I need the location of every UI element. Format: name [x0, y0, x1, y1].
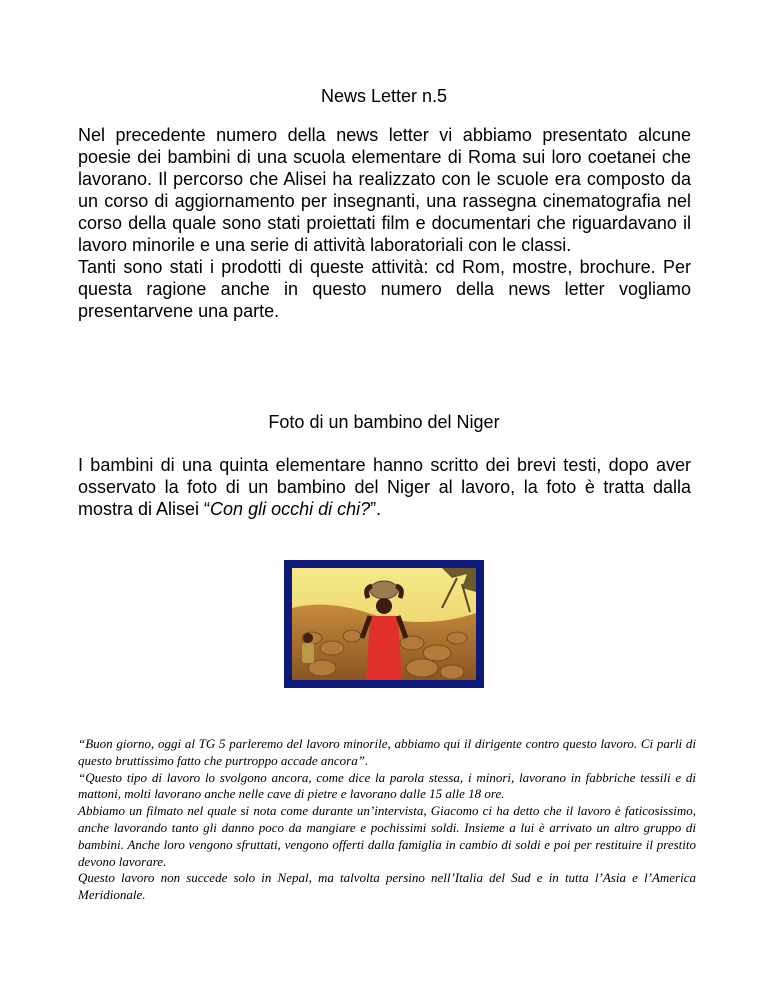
- quote-3: Abbiamo un filmato nel quale si nota come durante un’intervista, Giacomo ci ha detto che il lavoro è faticosissimo, anche lavorando tanto gli danno poco da mangiare e pochissimi soldi. Insieme a lui è arrivato un altro gruppo di bambini. Anche loro vengono sfruttati, vengono offerti dalla famiglia in cambio di soldi e poi per restituire il prestito devono lavorare.: [78, 803, 696, 869]
- intro-paragraph: [78, 124, 691, 322]
- niger-child-photo: [292, 568, 476, 680]
- section-text-after: ”.: [370, 499, 382, 519]
- section-title: Foto di un bambino del Niger: [268, 412, 500, 432]
- quote-1: “Buon giorno, oggi al TG 5 parleremo del lavoro minorile, abbiamo qui il dirigente contro questo lavoro. Ci parli di questo bruttissimo fatto che purtroppo accade ancora”.: [78, 736, 696, 768]
- exhibition-title: Con gli occhi di chi?: [210, 499, 371, 519]
- section-paragraph: [78, 454, 691, 520]
- quote-4: Questo lavoro non succede solo in Nepal, ma talvolta persino nell’Italia del Sud e in tutta l’Asia e l’America Meridionale.: [78, 870, 696, 903]
- section-text-before: I bambini di una quinta elementare hanno scritto dei brevi testi, dopo aver osservato la foto di un bambino del Niger al lavoro, la foto è tratta dalla mostra di Alisei “: [78, 455, 691, 519]
- photo-illustration: [292, 568, 476, 680]
- photo-frame: [284, 560, 484, 688]
- intro-text-1: Nel precedente numero della news letter vi abbiamo presentato alcune poesie dei bambini di una scuola elementare di Roma sui loro coetanei che lavorano. Il percorso che Alisei ha realizzato con le scuole era composto da un corso di aggiornamento per insegnanti, una rassegna cinematografia nel corso della quale sono stati proiettati film e documentari che riguardavano il lavoro minorile e una serie di attività laboratoriali con le classi.: [78, 125, 691, 255]
- children-quotes: [78, 736, 696, 904]
- intro-text-2: Tanti sono stati i prodotti di queste attività: cd Rom, mostre, brochure. Per questa ragione anche in questo numero della news letter vogliamo presentarvene una parte.: [78, 257, 691, 321]
- section-text: [78, 454, 691, 520]
- quote-2: “Questo tipo di lavoro lo svolgono ancora, come dice la parola stessa, i minori, lavorano in fabbriche tessili e di mattoni, molti lavorano anche nelle cave di pietre e lavorano dalle 15 alle 18 ore.: [78, 769, 696, 802]
- page-title: News Letter n.5: [320, 86, 448, 106]
